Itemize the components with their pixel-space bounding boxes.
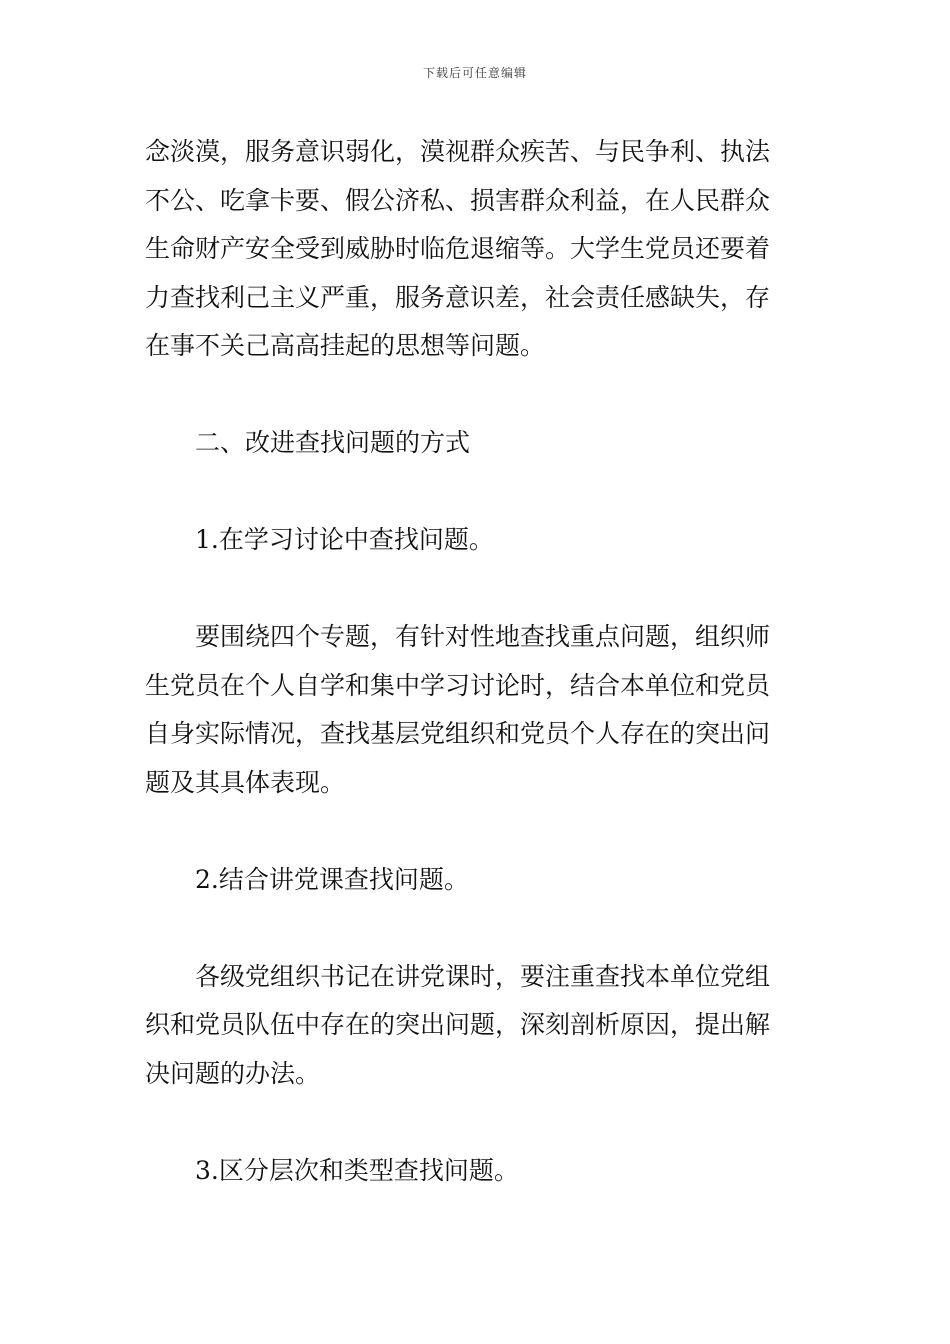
text-line: 3.区分层次和类型查找问题。 — [195, 1155, 519, 1185]
text-line: 各级党组织书记在讲党课时，要注重查找本单位党组 — [195, 961, 771, 991]
text-line: 要围绕四个专题，有针对性地查找重点问题，组织师 — [195, 622, 771, 651]
text-line: 题及其具体表现。 — [145, 767, 346, 797]
paragraph-continuation — [145, 128, 807, 371]
text-line: 生命财产安全受到威胁时临危退缩等。大学生党员还要着 — [145, 234, 771, 263]
text-line: 自身实际情况，查找基层党组织和党员个人存在的突出问 — [145, 719, 771, 748]
subsection-heading-2 — [145, 856, 807, 905]
page-header: 下载后可任意编辑 — [422, 66, 527, 80]
text-line: 2.结合讲党课查找问题。 — [195, 864, 469, 894]
text-line: 生党员在个人自学和集中学习讨论时，结合本单位和党员 — [145, 670, 771, 700]
section-heading — [145, 419, 807, 468]
paragraph-study-discussion — [145, 613, 807, 807]
subsection-heading-1 — [145, 516, 807, 565]
text-line: 织和党员队伍中存在的突出问题，深刻剖析原因，提出解 — [145, 1010, 771, 1039]
text-line: 不公、吃拿卡要、假公济私、损害群众利益，在人民群众 — [145, 185, 771, 215]
paragraph-party-lecture — [145, 953, 807, 1099]
text-line: 念淡漠，服务意识弱化，漠视群众疾苦、与民争利、执法 — [145, 137, 771, 166]
text-line: 1.在学习讨论中查找问题。 — [195, 525, 494, 554]
subsection-heading-3 — [145, 1147, 807, 1196]
text-line: 在事不关己高高挂起的思想等问题。 — [145, 331, 546, 360]
text-line: 二、改进查找问题的方式 — [195, 428, 471, 457]
text-line: 决问题的办法。 — [145, 1058, 321, 1088]
text-line: 力查找利己主义严重，服务意识差，社会责任感缺失，存 — [145, 282, 771, 312]
document-body — [145, 128, 807, 1195]
